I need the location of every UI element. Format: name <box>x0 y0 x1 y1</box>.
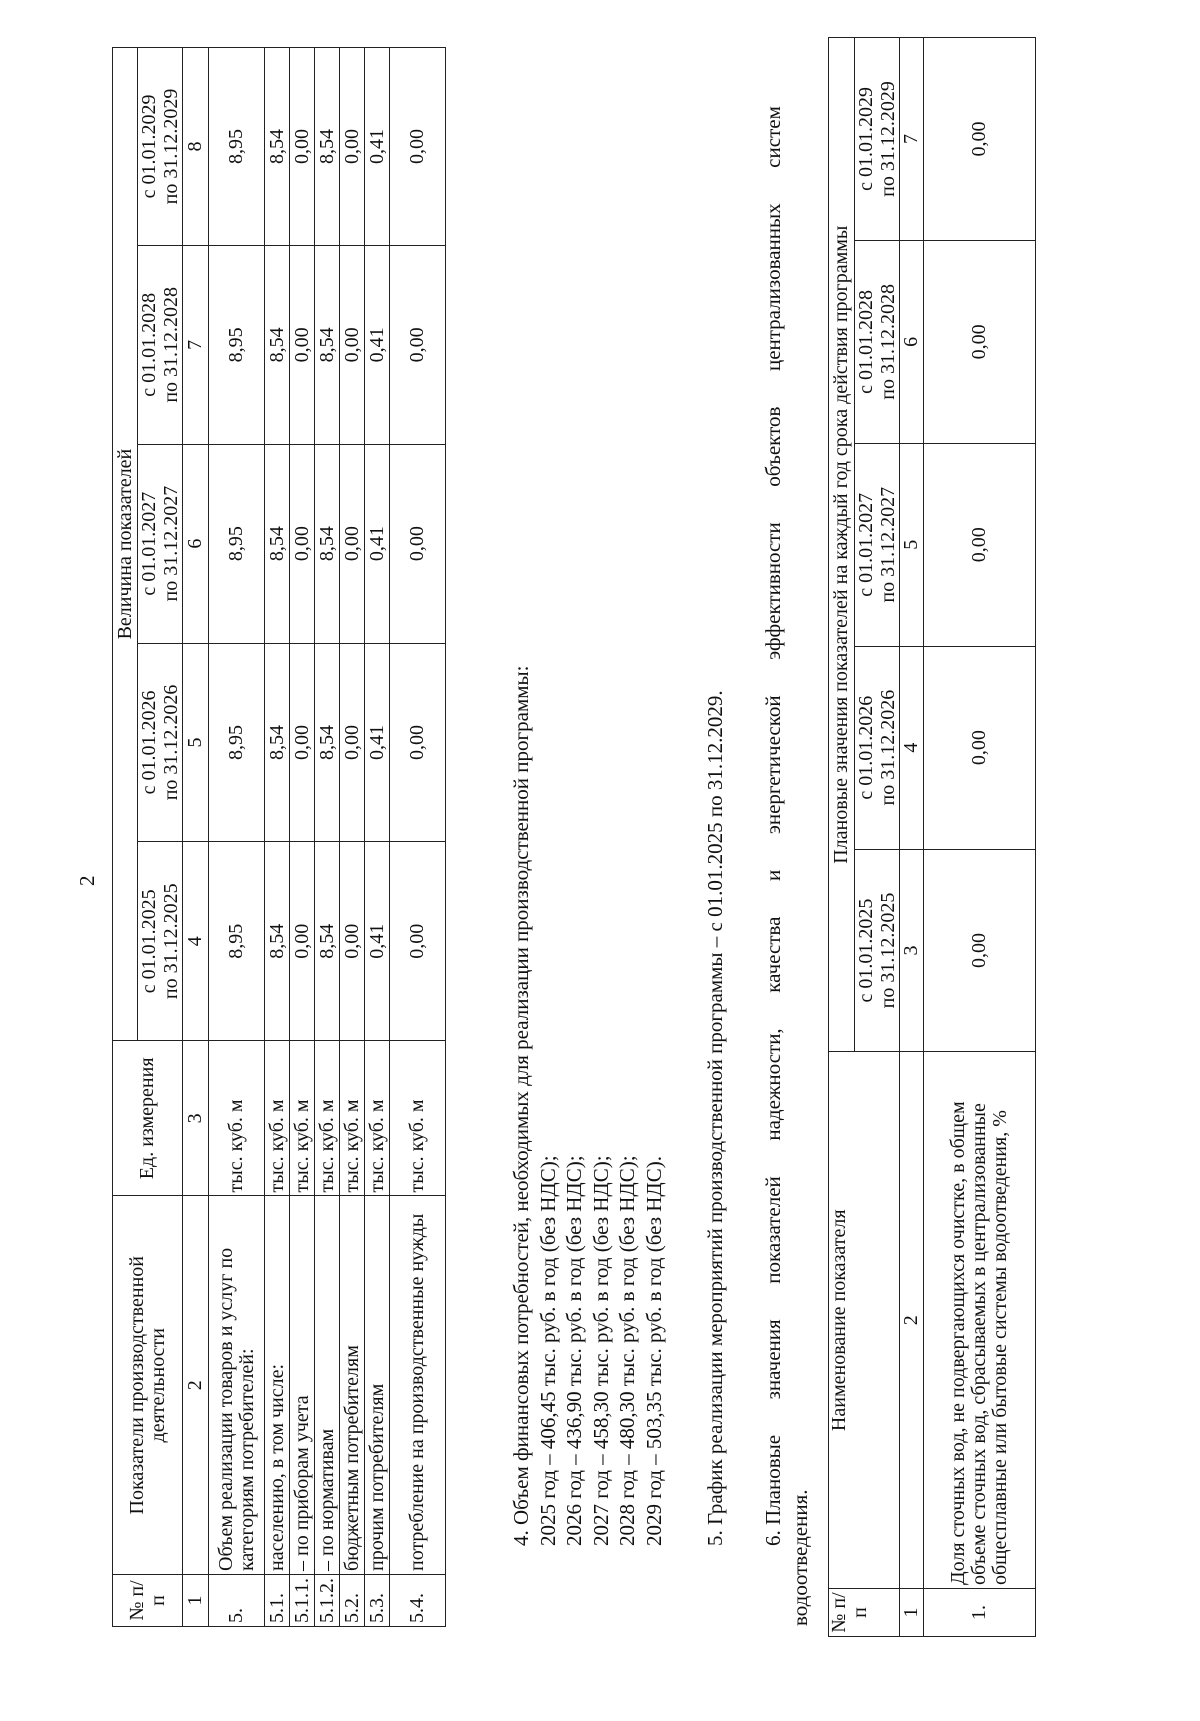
row-value: 0,00 <box>340 245 365 444</box>
row-value: 0,00 <box>390 643 446 842</box>
row-unit: тыс. куб. м <box>209 1041 265 1196</box>
row-value: 8,54 <box>315 643 340 842</box>
table-row <box>924 38 1036 1637</box>
planned-indicators-section <box>760 106 813 1626</box>
col-name-header: Показатели производственной деятельности <box>113 1196 183 1575</box>
page-number: 2 <box>75 875 99 886</box>
row-value: 0,00 <box>924 240 1036 443</box>
row-value: 8,95 <box>209 245 265 444</box>
row-value: 0,41 <box>365 48 390 246</box>
row-value: 8,54 <box>315 444 340 643</box>
section-heading: 6. Плановые значения показателей надежности, качества и энергетической эффективности объектов централизованных систем <box>761 106 785 1546</box>
period-header: с 01.01.2029 по 31.12.2029 <box>138 48 183 246</box>
row-name: потребление на производственные нужды <box>390 1196 446 1575</box>
col-unit-header: Ед. измерения <box>113 1041 183 1196</box>
section-heading: 4. Объем финансовых потребностей, необходимых для реализации производственной программы: <box>509 665 533 1546</box>
row-name: Доля сточных вод, не подвергающихся очистке, в общем объеме сточных вод, сбрасываемых в централизованные общесплавные или бытовые системы водоотведения, % <box>924 1052 1036 1589</box>
row-value: 0,00 <box>390 444 446 643</box>
financial-needs-section <box>508 666 667 1546</box>
row-unit: тыс. куб. м <box>390 1041 446 1196</box>
row-value: 0,00 <box>924 849 1036 1052</box>
row-value: 0,00 <box>924 646 1036 849</box>
period-header: с 01.01.2025 по 31.12.2025 <box>855 849 900 1052</box>
row-value: 0,00 <box>340 842 365 1041</box>
row-unit: тыс. куб. м <box>365 1041 390 1196</box>
row-name: бюджетным потребителям <box>340 1196 365 1575</box>
row-value: 0,00 <box>290 643 315 842</box>
row-value: 8,95 <box>209 48 265 246</box>
list-item: 2029 год – 503,35 тыс. руб. в год (без НДС). <box>641 1155 666 1546</box>
row-value: 0,00 <box>290 842 315 1041</box>
row-number: 5.3. <box>365 1575 390 1627</box>
row-unit: тыс. куб. м <box>265 1041 290 1196</box>
period-header: с 01.01.2027 по 31.12.2027 <box>138 444 183 643</box>
row-value: 8,54 <box>265 245 290 444</box>
row-value: 8,95 <box>209 444 265 643</box>
period-header: с 01.01.2026 по 31.12.2026 <box>855 646 900 849</box>
row-value: 0,00 <box>924 38 1036 241</box>
row-unit: тыс. куб. м <box>290 1041 315 1196</box>
table-row <box>340 48 365 1627</box>
col-no-header: № п/п <box>113 1575 183 1627</box>
row-value: 8,54 <box>315 842 340 1041</box>
period-header: с 01.01.2026 по 31.12.2026 <box>138 643 183 842</box>
list-item: 2026 год – 436,90 тыс. руб. в год (без НДС); <box>562 1155 586 1546</box>
row-value: 8,95 <box>209 643 265 842</box>
table-row <box>390 48 446 1627</box>
planned-indicators-table <box>828 37 1036 1637</box>
row-value: 8,54 <box>265 444 290 643</box>
column-index-row: 1 2 3 4 5 6 7 8 <box>183 48 209 1627</box>
row-name: населению, в том числе: <box>265 1196 290 1575</box>
row-value: 0,00 <box>390 48 446 246</box>
row-value: 0,00 <box>340 643 365 842</box>
row-number: 5.1.1. <box>290 1575 315 1627</box>
period-header: с 01.01.2027 по 31.12.2027 <box>855 443 900 646</box>
list-item: 2027 год – 458,30 тыс. руб. в год (без НДС); <box>588 1155 613 1546</box>
row-value: 8,54 <box>315 245 340 444</box>
row-value: 0,00 <box>290 48 315 246</box>
table-header-row <box>829 38 855 1637</box>
table-row <box>365 48 390 1627</box>
row-number: 5.4. <box>390 1575 446 1627</box>
table-row <box>209 48 265 1627</box>
row-value: 8,54 <box>265 842 290 1041</box>
table-row <box>290 48 315 1627</box>
row-number: 1. <box>924 1589 1036 1637</box>
col-no-header: № п/п <box>829 1589 900 1637</box>
row-name: Объем реализации товаров и услуг по категориям потребителей: <box>209 1196 265 1575</box>
period-header: с 01.01.2025 по 31.12.2025 <box>138 842 183 1041</box>
production-indicators-table <box>112 47 446 1627</box>
table-row <box>265 48 290 1627</box>
row-value: 0,41 <box>365 643 390 842</box>
list-item: 2028 год – 480,30 тыс. руб. в год (без НДС); <box>615 1155 639 1546</box>
row-name: прочим потребителям <box>365 1196 390 1575</box>
row-value: 0,41 <box>365 444 390 643</box>
period-header: с 01.01.2029 по 31.12.2029 <box>855 38 900 241</box>
period-header: с 01.01.2028 по 31.12.2028 <box>138 245 183 444</box>
list-item: 2025 год – 406,45 тыс. руб. в год (без НДС); <box>535 1155 560 1546</box>
schedule-section: 5. График реализации мероприятий производственной программы – с 01.01.2025 по 31.12.2029. <box>703 690 727 1546</box>
row-value: 0,00 <box>390 842 446 1041</box>
row-number: 5. <box>209 1575 265 1627</box>
row-value: 8,54 <box>265 48 290 246</box>
row-value: 0,00 <box>340 444 365 643</box>
table-row <box>315 48 340 1627</box>
row-value: 0,41 <box>365 842 390 1041</box>
row-value: 0,00 <box>290 444 315 643</box>
row-value: 8,54 <box>265 643 290 842</box>
row-name: – по приборам учета <box>290 1196 315 1575</box>
period-header: с 01.01.2028 по 31.12.2028 <box>855 240 900 443</box>
table-header-row <box>113 48 138 1627</box>
row-number: 5.1.2. <box>315 1575 340 1627</box>
row-value: 0,00 <box>290 245 315 444</box>
row-number: 5.2. <box>340 1575 365 1627</box>
row-number: 5.1. <box>265 1575 290 1627</box>
col-name-header: Наименование показателя <box>829 1052 900 1589</box>
values-group-header: Плановые значения показателей на каждый год срока действия программы <box>829 38 855 1052</box>
row-name: – по нормативам <box>315 1196 340 1575</box>
row-value: 8,95 <box>209 842 265 1041</box>
row-value: 0,00 <box>340 48 365 246</box>
column-index-row: 1 2 3 4 5 6 7 <box>900 38 924 1637</box>
row-unit: тыс. куб. м <box>340 1041 365 1196</box>
row-value: 8,54 <box>315 48 340 246</box>
row-value: 0,41 <box>365 245 390 444</box>
row-unit: тыс. куб. м <box>315 1041 340 1196</box>
values-group-header: Величина показателей <box>113 48 138 1041</box>
row-value: 0,00 <box>924 443 1036 646</box>
row-value: 0,00 <box>390 245 446 444</box>
section-heading-continuation: водоотведения. <box>787 1489 812 1626</box>
